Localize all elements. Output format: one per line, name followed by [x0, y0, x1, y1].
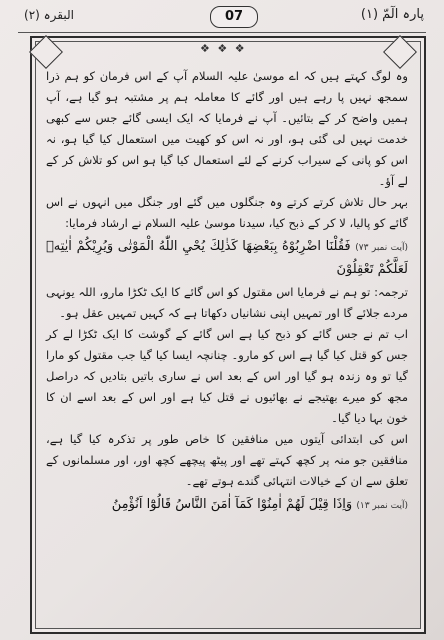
top-border-ornament-icon: ❖ ❖ ❖: [200, 42, 247, 55]
para-name: پارہ الٓمّ (۱): [360, 7, 424, 22]
page-content: [46, 66, 408, 519]
page-number: 07: [210, 6, 258, 28]
paragraph-2: بہر حال تلاش کرتے کرتے وہ جنگلوں میں گئے اور جنگل میں انہوں نے اس گائے کو پالیا، لا کر کے ذبح کیا، سیدنا موسیٰ علیہ السلام نے ارشاد فرمایا:: [46, 195, 408, 230]
arabic-verse-1-text: فَقُلْنَا اضْرِبُوْهُ بِبَعْضِهَا كَذٰلِكَ يُحْيِ اللّٰهُ الْمَوْتٰى وَيُرِيْكُمْ اٰيٰتِهٖ لَعَلَّكُمْ تَعْقِلُوْنَ: [46, 239, 408, 277]
surah-name: البقرہ (۲): [24, 8, 74, 22]
ayah-reference-1: (آیت نمبر ۷۳): [355, 243, 408, 253]
paragraph-4: اب تم نے جس گائے کو ذبح کیا ہے اس گائے کے گوشت کا ایک ٹکڑا لے کر جس کو قتل کیا گیا ہے اس کو مارو۔ چنانچہ ایسا کیا گیا جب مقتول کو مارا گیا تو وہ زندہ ہو گیا اور اس کے بعد اس نے ساری باتیں بتادیں کہ دراصل مجھ کو میرے بھتیجے نے بھائیوں نے قتل کیا ہے اور اس کے بعد اسے ان کا خون بہا دیا گیا۔: [46, 327, 408, 425]
quran-verse-1: [46, 236, 408, 280]
page-header: [12, 6, 432, 30]
header-divider: [18, 32, 426, 33]
paragraph-1: وہ لوگ کہتے ہیں کہ اے موسیٰ علیہ السلام آپ کے اس فرمان کو ہم ذرا سمجھ نہیں پا رہے ہیں اور گائے کا معاملہ ہم پر مشتبہ ہو گیا ہے، آپ ہمیں واضح کر کے بتائیں۔ آپ نے فرمایا کہ ایک ایسی گائے جس سے کبھی خدمت نہیں لی گئی ہو، اور نہ اس کو کھیت میں استعمال کیا گیا ہو، نہ اس کو پانی کے سیراب کرنے کے لئے استعمال کیا گیا ہو اس کو تلاش کر کے لے آؤ۔: [46, 69, 408, 188]
paragraph-5: اس کی ابتدائی آیتوں میں منافقین کا خاص طور پر تذکرہ کیا گیا ہے، منافقین جو منہ پر کچھ کہتے تھے اور پیٹھ پیچھے کچھ اور، اور مسلمانوں کے تعلق سے ان کے خیالات انتہائی گندے ہوتے تھے۔: [46, 432, 408, 488]
quran-verse-2: [46, 494, 408, 517]
translation-paragraph: ترجمہ: تو ہم نے فرمایا اس مقتول کو اس گائے کا ایک ٹکڑا مارو، اللہ یونہی مردے جلائے گا اور تمہیں اپنی نشانیاں دکھاتا ہے کہ کہیں تمہیں عقل ہو۔: [46, 285, 408, 320]
arabic-verse-2-text: وَاِذَا قِيْلَ لَهُمْ اٰمِنُوْا كَمَآ اٰمَنَ النَّاسُ قَالُوْٓا اَنُؤْمِنُ: [111, 497, 353, 512]
ayah-reference-2: (آیت نمبر ۱۳): [356, 501, 408, 511]
